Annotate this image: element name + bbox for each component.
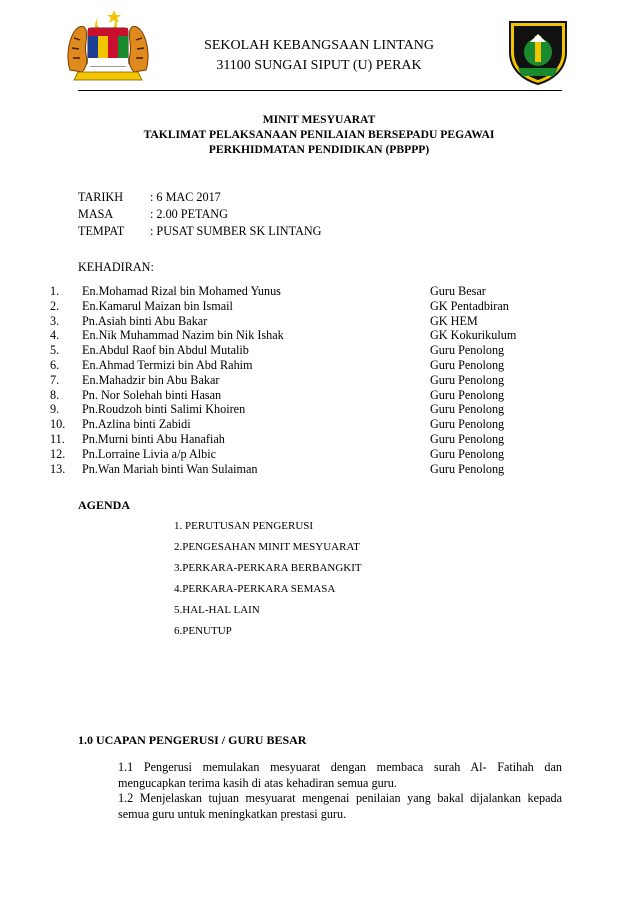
attendance-number: 12. [50, 446, 66, 461]
attendee-role: Guru Penolong [430, 402, 505, 417]
header-divider [78, 90, 562, 91]
attendee-name: Pn.Lorraine Livia a/p Albic [82, 446, 217, 461]
agenda-item: 4.PERKARA-PERKARA SEMASA [174, 583, 336, 595]
attendance-number: 13. [50, 461, 66, 476]
paragraph-1-1: 1.1 Pengerusi memulakan mesyuarat dengan membaca surah Al- Fatihah dan mengucapkan terima kasih di atas kehadiran semua guru. [118, 760, 562, 790]
attendee-role: GK Pentadbiran [430, 298, 509, 313]
document-subtitle-line1: TAKLIMAT PELAKSANAAN PENILAIAN BERSEPADU PEGAWAI [143, 128, 495, 141]
attendance-row [50, 447, 570, 462]
attendance-row [50, 299, 570, 314]
meta-time: MASA : 2.00 PETANG [78, 207, 228, 221]
attendance-number: 7. [50, 372, 60, 387]
attendance-row [50, 343, 570, 358]
attendance-number: 8. [50, 387, 60, 402]
attendee-name: Pn.Roudzoh binti Salimi Khoiren [82, 402, 246, 417]
agenda-heading: AGENDA [78, 498, 131, 512]
attendee-name: En.Abdul Raof bin Abdul Mutalib [82, 343, 249, 358]
meeting-details [78, 189, 321, 240]
attendee-role: GK HEM [430, 313, 478, 328]
attendee-role: Guru Penolong [430, 417, 505, 432]
attendance-row [50, 314, 570, 329]
attendee-name: Pn. Nor Solehah binti Hasan [82, 387, 222, 402]
attendee-role: GK Kokurikulum [430, 328, 517, 343]
attendee-name: Pn.Asiah binti Abu Bakar [82, 313, 208, 328]
attendee-name: En.Nik Muhammad Nazim bin Nik Ishak [82, 328, 284, 343]
attendance-heading: KEHADIRAN: [78, 260, 154, 274]
attendance-number: 5. [50, 343, 60, 358]
attendance-number: 1. [50, 284, 60, 298]
attendance-number: 9. [50, 402, 60, 417]
agenda-item: 3.PERKARA-PERKARA BERBANGKIT [174, 562, 362, 574]
attendance-row [50, 284, 570, 299]
attendee-role: Guru Penolong [430, 432, 505, 446]
document-subtitle-line2: PERKHIDMATAN PENDIDIKAN (PBPPP) [208, 143, 430, 156]
attendance-row [50, 417, 570, 432]
attendance-row [50, 462, 570, 477]
attendance-number: 11. [50, 432, 65, 446]
attendee-name: En.Kamarul Maizan bin Ismail [82, 298, 233, 313]
attendance-number: 4. [50, 328, 60, 343]
attendance-row [50, 432, 570, 447]
meta-date: TARIKH : 6 MAC 2017 [78, 190, 221, 204]
attendee-name: Pn.Wan Mariah binti Wan Sulaiman [82, 461, 258, 476]
attendance-number: 10. [50, 417, 66, 432]
attendee-role: Guru Penolong [430, 461, 505, 476]
agenda-item: 2.PENGESAHAN MINIT MESYUARAT [174, 541, 360, 553]
attendee-role: Guru Penolong [430, 343, 505, 358]
agenda-item: 6.PENUTUP [174, 625, 232, 637]
attendee-role: Guru Besar [430, 284, 486, 298]
attendance-number: 3. [50, 313, 60, 328]
school-address: 31100 SUNGAI SIPUT (U) PERAK [216, 58, 422, 73]
document-title: MINIT MESYUARAT [262, 113, 376, 126]
attendee-name: En.Mahadzir bin Abu Bakar [82, 372, 220, 387]
attendance-number: 6. [50, 358, 60, 372]
attendance-row [50, 328, 570, 343]
attendance-row [50, 402, 570, 417]
attendee-name: En.Ahmad Termizi bin Abd Rahim [82, 358, 253, 372]
attendance-row [50, 373, 570, 388]
school-name: SEKOLAH KEBANGSAAN LINTANG [204, 38, 434, 53]
attendance-row [50, 388, 570, 403]
attendance-row [50, 358, 570, 373]
attendee-name: Pn.Murni binti Abu Hanafiah [82, 432, 225, 446]
agenda-item: 1. PERUTUSAN PENGERUSI [174, 520, 314, 532]
attendee-role: Guru Penolong [430, 446, 505, 461]
attendee-name: Pn.Azlina binti Zabidi [82, 417, 191, 432]
section-heading: 1.0 UCAPAN PENGERUSI / GURU BESAR [78, 733, 307, 747]
paragraph-1-2: 1.2 Menjelaskan tujuan mesyuarat mengenai penilaian yang bakal dijalankan kepada semua guru untuk meningkatkan prestasi guru. [118, 791, 562, 821]
attendance-list [50, 284, 570, 484]
attendance-number: 2. [50, 298, 60, 313]
attendee-role: Guru Penolong [430, 358, 505, 372]
attendee-name: En.Mohamad Rizal bin Mohamed Yunus [82, 284, 281, 298]
attendee-role: Guru Penolong [430, 372, 505, 387]
meta-venue: TEMPAT : PUSAT SUMBER SK LINTANG [78, 224, 322, 238]
attendee-role: Guru Penolong [430, 387, 505, 402]
agenda-item: 5.HAL-HAL LAIN [174, 604, 260, 616]
